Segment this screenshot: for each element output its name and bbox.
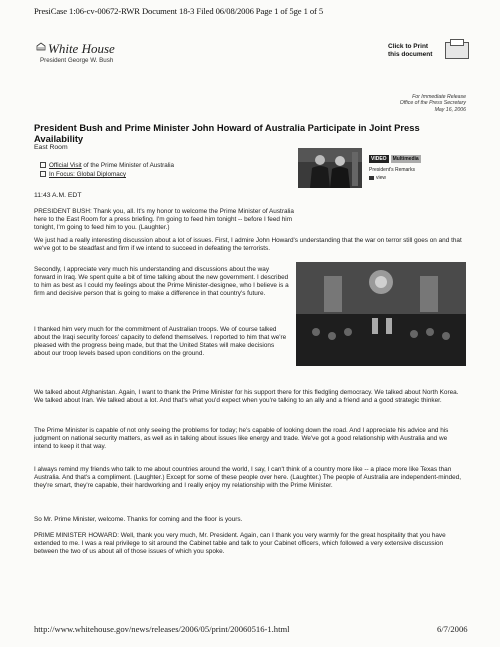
related-link-official-visit[interactable]: Official Visit of the Prime Minister of Australia bbox=[40, 161, 174, 170]
paragraph-2: We just had a really interesting discussion about a lot of issues. First, I admire John Howard's understanding that the war on terror still goes on and that we've got to be steadfast and firm if we intend to succeed in defeating the terrorists. bbox=[34, 237, 462, 252]
print-link-line1: Click to Print bbox=[388, 43, 429, 50]
release-date: May 16, 2006 bbox=[434, 106, 466, 113]
related-link-in-focus[interactable]: In Focus: Global Diplomacy bbox=[40, 170, 174, 179]
leaders-photo[interactable] bbox=[298, 148, 362, 188]
footer-url[interactable]: http://www.whitehouse.gov/news/releases/2006/05/print/20060516-1.html bbox=[34, 624, 290, 634]
video-box bbox=[369, 155, 425, 181]
print-link-line2: this document bbox=[388, 50, 433, 58]
paragraph-5: We talked about Afghanistan. Again, I want to thank the Prime Minister for his support there for this fledgling democracy. We talked about North Korea. We talked about Iran. We talked about a lot. And that's what you'd expect when you're talking to an ally and a friend and a good strategic thinker. bbox=[34, 389, 459, 404]
white-house-emblem-icon bbox=[36, 42, 46, 51]
paragraph-3: Secondly, I appreciate very much his understanding and discussions about the way forward in Iraq. We spent quite a bit of time talking about the new government. I described to him as best as I could my feelings about the Prime Minister-designee, who I believe is a firm and decisive person that is going to make a difference in that country's future. bbox=[34, 266, 289, 297]
paragraph-9: PRIME MINISTER HOWARD: Well, thank you very much, Mr. President. Again, can I thank you very warmly for the great hospitality that you have extended to me. I was a real privilege to sit around the Cabinet table and talk to your Cabinet officers, which followed a very extensive discussion between the two of us about all of those issues of which you spoke. bbox=[34, 532, 446, 555]
release-immediate: For Immediate Release bbox=[412, 94, 466, 100]
white-house-logo[interactable] bbox=[40, 42, 115, 64]
page-title: President Bush and Prime Minister John Howard of Australia Participate in Joint Press Availability bbox=[34, 122, 420, 144]
scan-header-stamp: PresiCase 1:06-cv-00672-RWR Document 18-3 Filed 06/08/2006 Page 1 of 5ge 1 of 5 bbox=[34, 6, 324, 16]
paragraph-8: So Mr. Prime Minister, welcome. Thanks for coming and the floor is yours. bbox=[34, 516, 243, 523]
video-caption: President's Remarks bbox=[369, 167, 415, 173]
event-location: East Room bbox=[34, 144, 68, 151]
release-office: Office of the Press Secretary bbox=[399, 100, 466, 107]
logo-subtitle: President George W. Bush bbox=[40, 57, 114, 64]
printer-icon[interactable] bbox=[445, 42, 469, 59]
footer-date: 6/7/2006 bbox=[437, 624, 468, 634]
paragraph-4: I thanked him very much for the commitment of Australian troops. We of course talked about the Iraqi security forces' capacity to defend themselves. I reported to him that we're pleased with the progress being made, but that the United States will make decisions about our troop levels based upon conditions on the ground. bbox=[34, 326, 287, 357]
paragraph-7: I always remind my friends who talk to me about countries around the world, I say, I can't think of a country more like -- a place more like Texas than Australia. And that's a compliment. (Laughter.) Except for some of these people over here. (Laughter.) The people of Australia are independent-minded, they're smart, they're capable, their hardworking and I really enjoy my relationship with the Prime Minister. bbox=[34, 466, 462, 489]
logo-title: White House bbox=[48, 41, 115, 56]
print-document-link[interactable] bbox=[388, 43, 432, 58]
link-bullet-icon bbox=[40, 171, 46, 177]
tab-multimedia[interactable]: Multimedia bbox=[392, 156, 419, 162]
event-time: 11:43 A.M. EDT bbox=[34, 192, 82, 199]
east-room-photo[interactable] bbox=[296, 262, 466, 366]
related-links bbox=[40, 161, 174, 179]
paragraph-6: The Prime Minister is capable of not only seeing the problems for today; he's capable of looking down the road. And I appreciate his advice and his judgment on national security matters, as well as in talking about issues like energy and trade. We've got a good relationship with Australia and we intend to keep it that way. bbox=[34, 427, 449, 450]
paragraph-1: PRESIDENT BUSH: Thank you, all. It's my honor to welcome the Prime Minister of Australia here to the East Room for a press briefing. I'm going to feed him tonight -- before I feed him tonight, I'm going to feed him to you. (Laughter.) bbox=[34, 208, 294, 231]
release-info bbox=[400, 94, 466, 113]
tab-video[interactable]: VIDEO bbox=[371, 156, 387, 162]
video-camera-icon bbox=[369, 176, 374, 180]
video-view-link[interactable]: view bbox=[369, 175, 425, 181]
link-bullet-icon bbox=[40, 162, 46, 168]
